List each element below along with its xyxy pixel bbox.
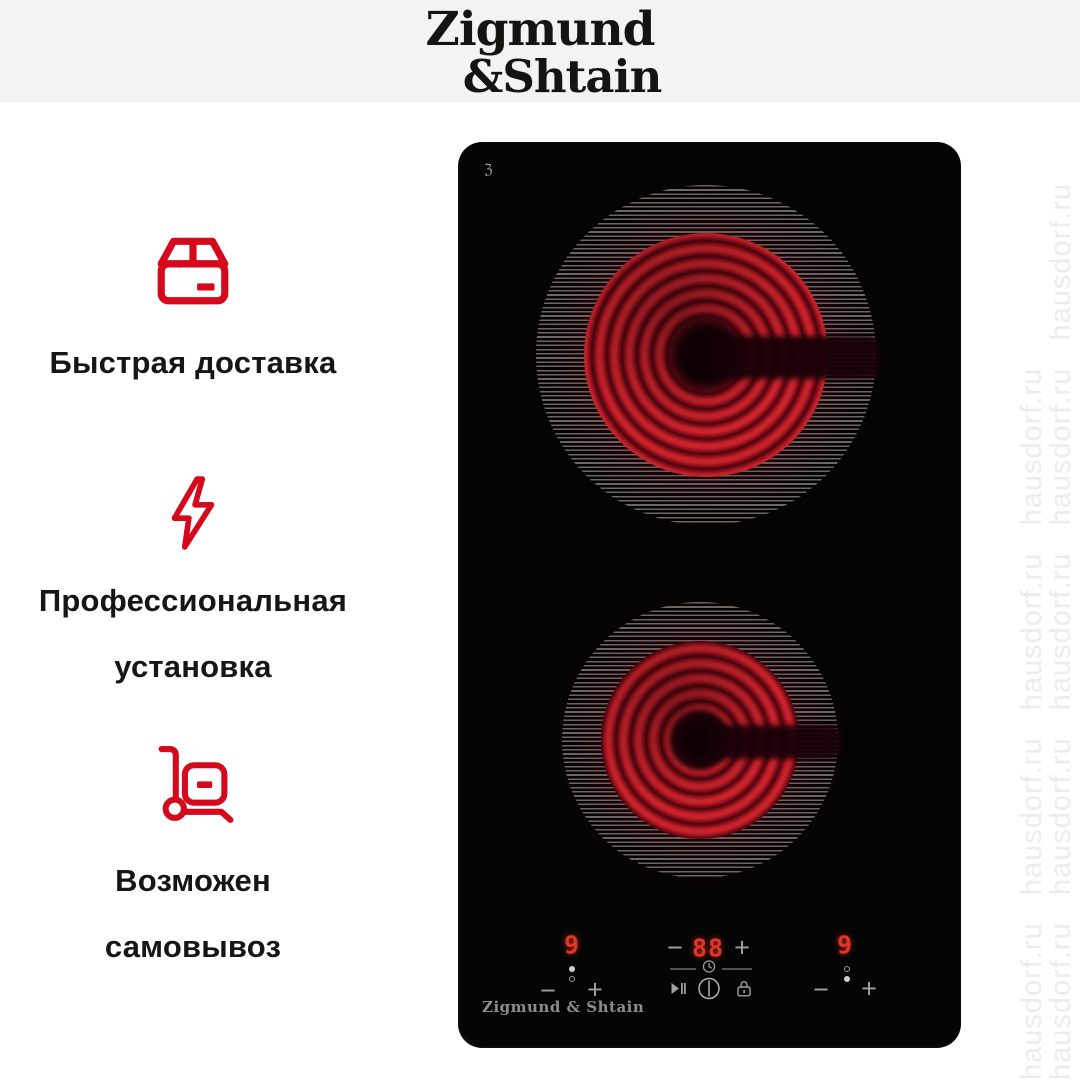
timer-display: 88 [691, 933, 725, 963]
feature-caption: Быстрая доставка [49, 345, 337, 380]
lightning-icon [168, 476, 218, 555]
left-zone-heat-indicator-dots [569, 966, 575, 982]
brand-logo-line1: Zigmund [425, 2, 655, 57]
right-zone-plus-button: + [861, 973, 877, 1004]
burner-element-tail [713, 336, 880, 379]
brand-logo-line2: &Shtain [462, 50, 662, 103]
feature-professional-installation [0, 476, 386, 687]
handtruck-icon [147, 744, 239, 835]
lock-icon [737, 980, 752, 1002]
package-icon [152, 230, 234, 313]
play-pause-icon [670, 982, 686, 1001]
burner-top [536, 185, 876, 525]
cooktop-product-photo [458, 142, 961, 1048]
burner-bottom [562, 602, 838, 878]
left-zone-plus-button: + [587, 974, 603, 1005]
right-zone-heat-indicator-dots [844, 966, 850, 982]
timer-divider-line [722, 968, 752, 970]
left-zone-power-display: 9 [563, 930, 581, 960]
site-header [0, 0, 1080, 102]
power-button-icon [697, 977, 721, 1006]
feature-caption: Профессиональная [38, 583, 348, 618]
feature-caption: установка [114, 649, 272, 684]
timer-divider-line [670, 968, 696, 970]
left-zone-minus-button: − [540, 975, 556, 1006]
right-zone-minus-button: − [813, 974, 829, 1005]
watermark-column-inner: hausdorf.ru hausdorf.ru hausdorf.ru hausdorf.ru [1016, 367, 1048, 1080]
feature-pickup-available [0, 744, 386, 967]
right-zone-power-display: 9 [836, 930, 854, 960]
brand-logo [0, 0, 1080, 103]
watermark-column-outer: hausdorf.ru hausdorf.ru hausdorf.ru hausdorf.ru hausdorf.ru [1045, 182, 1077, 1080]
burner-element-tail [706, 725, 841, 760]
hob-brand-logo: Zigmund & Shtain [482, 998, 645, 1016]
feature-caption: Возможен [115, 863, 271, 898]
feature-caption: самовывоз [104, 929, 282, 964]
hob-brand-mark: ℨ [484, 162, 493, 178]
feature-fast-delivery [0, 230, 386, 413]
timer-minus-button: − [667, 932, 683, 963]
timer-plus-button: + [734, 932, 750, 963]
